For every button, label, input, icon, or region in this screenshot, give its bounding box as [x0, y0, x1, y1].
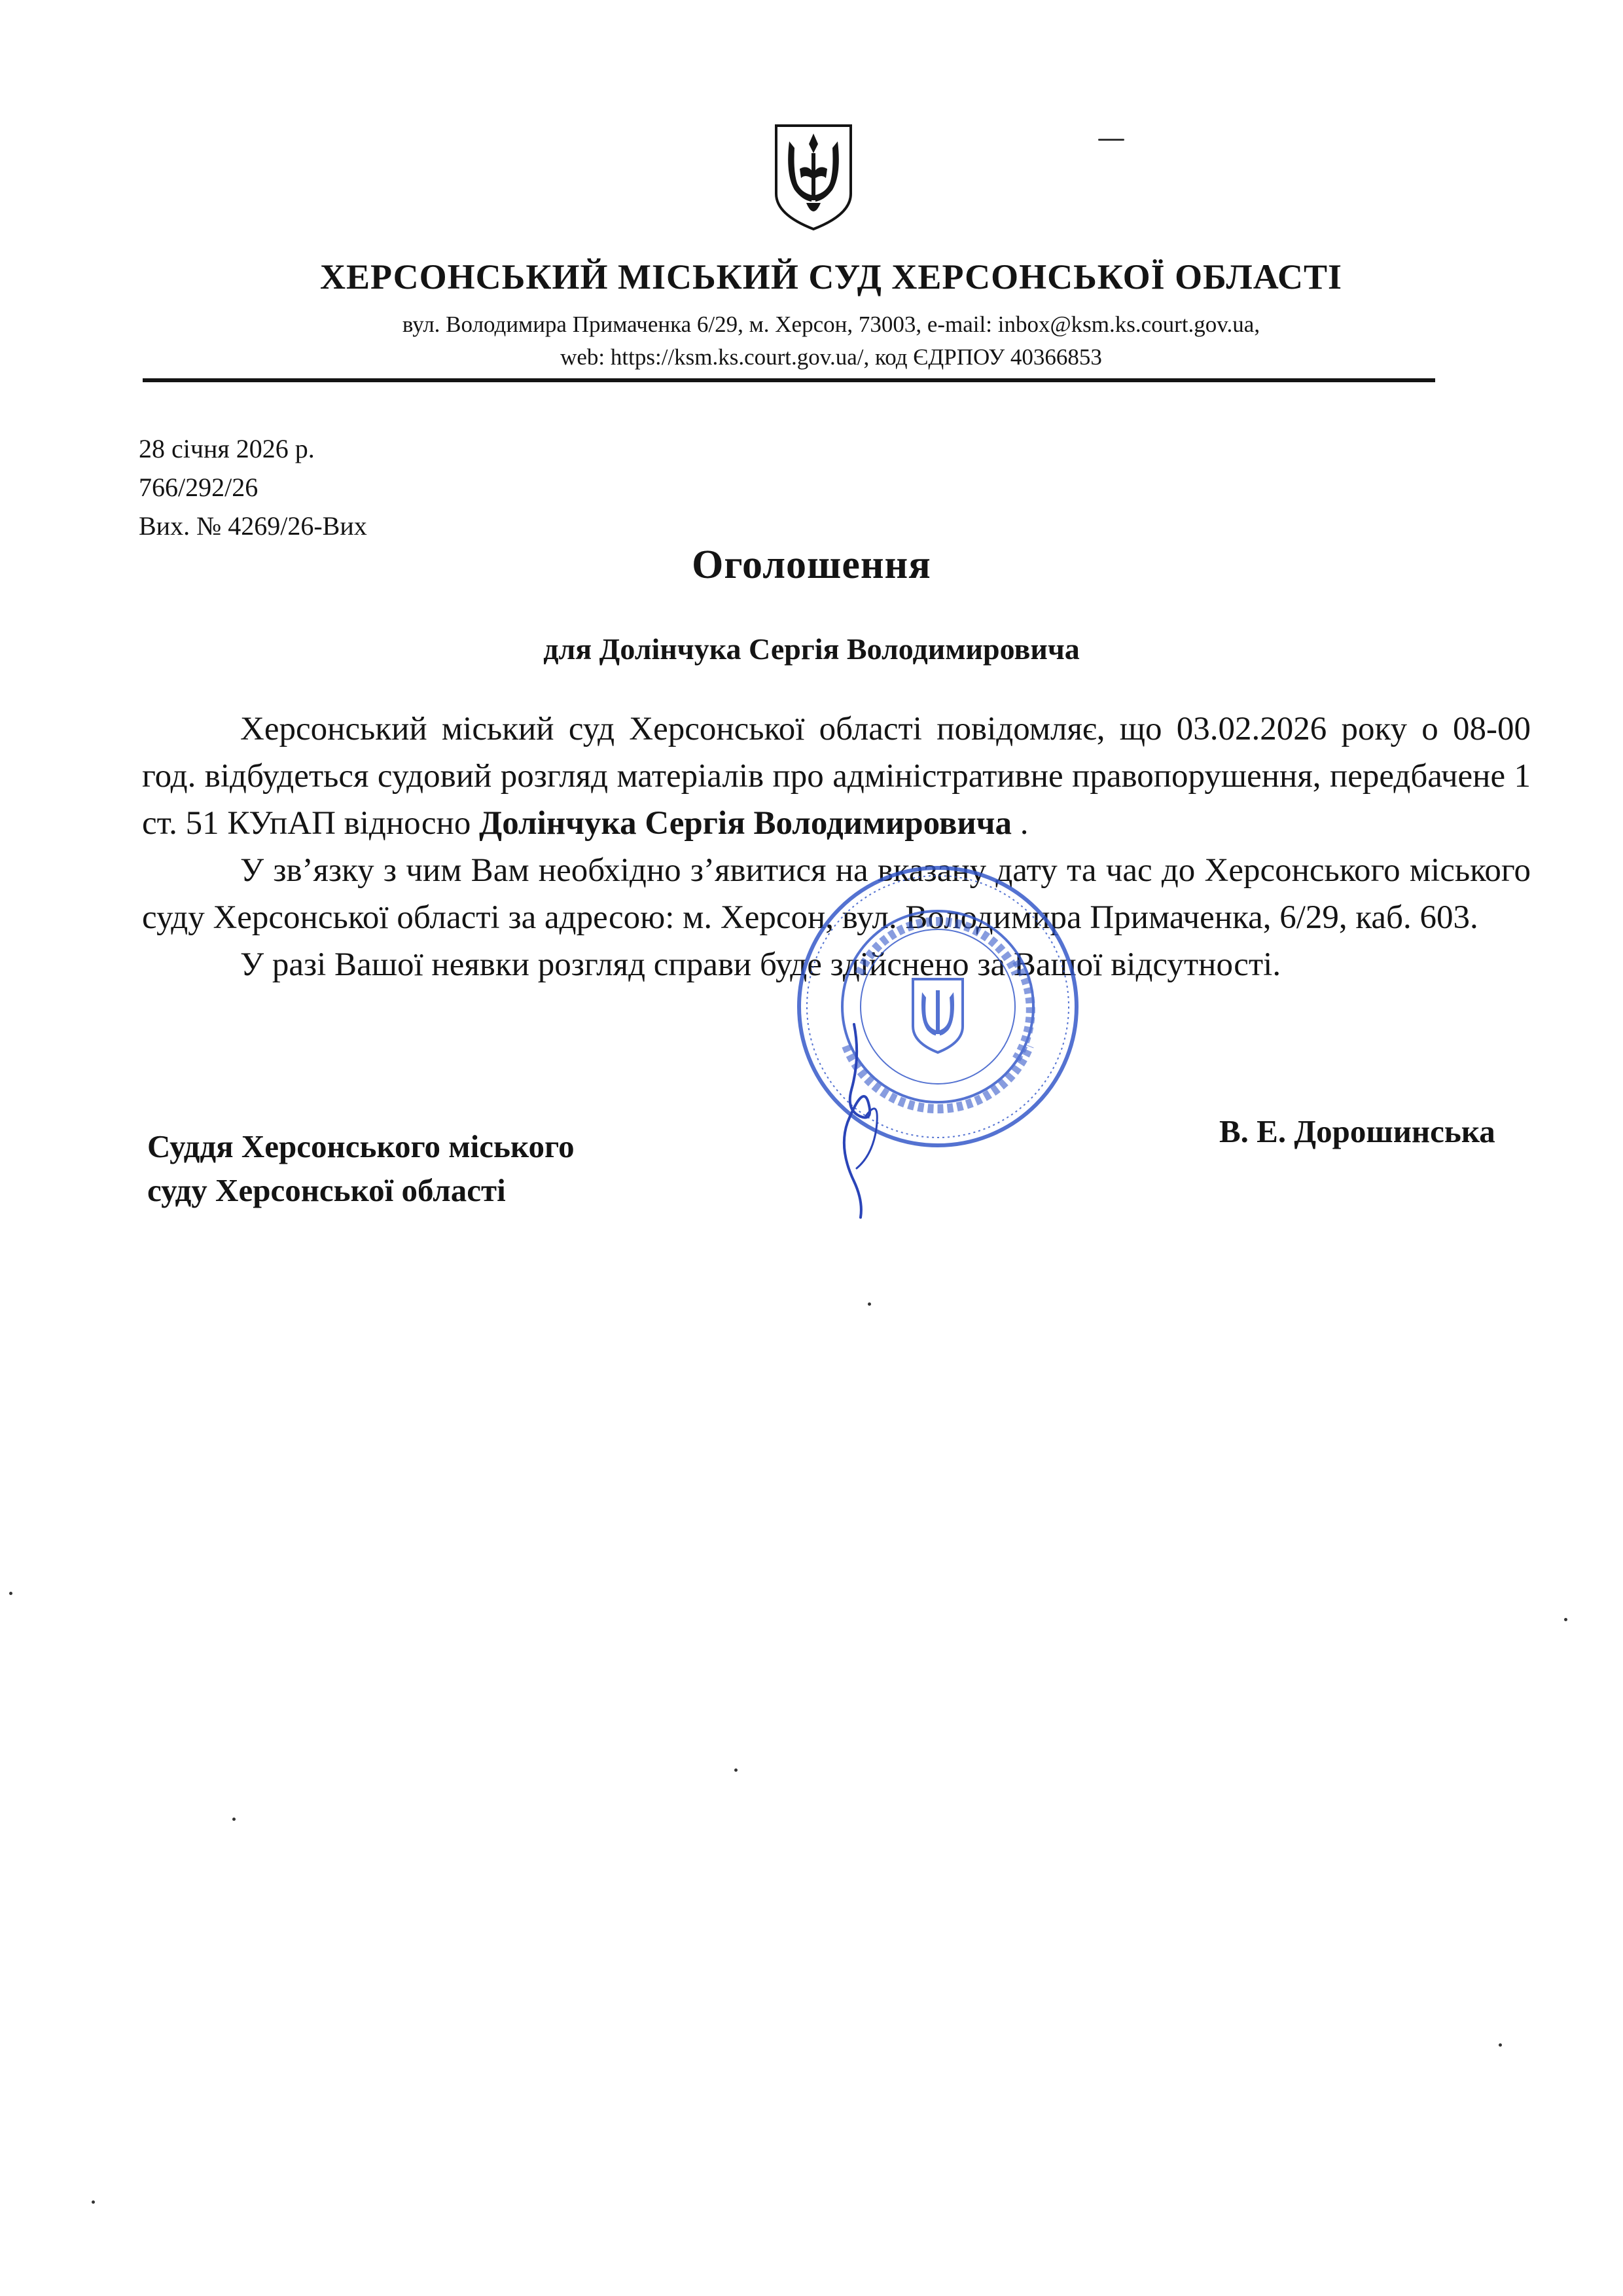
scan-speck [9, 1592, 12, 1595]
header-divider [143, 378, 1435, 382]
paragraph-hearing: Херсонський міський суд Херсонської області повідомляє, що 03.02.2026 року о 08-00 год. відбудеться судовий розгляд матеріалів про адміністративне правопорушення, передбачене 1 ст. 51 КУпАП відносно Долінчука Сергія Володимировича . [142, 711, 1531, 842]
court-web-and-code: web: https://ksm.ks.court.gov.ua/, код ЄДРПОУ 40366853 [560, 344, 1102, 370]
document-date: 28 січня 2026 р. [139, 434, 315, 463]
judge-signature [834, 1018, 913, 1221]
scan-speck [1499, 2043, 1502, 2047]
judge-position [147, 1124, 575, 1212]
judge-name: В. Е. Дорошинська [1219, 1113, 1495, 1149]
court-name: ХЕРСОНСЬКИЙ МІСЬКИЙ СУД ХЕРСОНСЬКОЇ ОБЛАСТІ [319, 257, 1343, 296]
outgoing-number: Вих. № 4269/26-Вих [139, 511, 367, 541]
case-number: 766/292/26 [139, 473, 259, 502]
document-title: Оголошення [692, 543, 931, 587]
scan-speck [1564, 1618, 1567, 1621]
scan-speck [734, 1768, 738, 1772]
defendant-name: Долінчука Сергія Володимировича [479, 805, 1012, 842]
paragraph-absence: У разі Вашої неявки розгляд справи буде здійснено за Вашої відсутності. [240, 946, 1281, 983]
trident-icon [771, 122, 856, 232]
judge-position-line2: суду Херсонської області [147, 1172, 506, 1208]
document-meta [139, 429, 367, 545]
seal-trident-icon [913, 979, 963, 1052]
scan-speck [92, 2200, 95, 2204]
paragraph-appearance: У зв’язку з чим Вам необхідно з’явитися на вказану дату та час до Херсонського міського суду Херсонської області за адресою: м. Херсон, вул. Володимира Примаченка, 6/29, каб. 603. [142, 852, 1531, 936]
scan-speck [1098, 139, 1124, 141]
court-address: вул. Володимира Примаченка 6/29, м. Херсон, 73003, e-mail: inbox@ksm.ks.court.gov.ua, [402, 312, 1260, 337]
recipient-line: для Долінчука Сергія Володимировича [543, 632, 1080, 666]
judge-position-line1: Суддя Херсонського міського [147, 1128, 575, 1164]
scan-speck [232, 1818, 236, 1821]
scan-speck [868, 1302, 871, 1306]
